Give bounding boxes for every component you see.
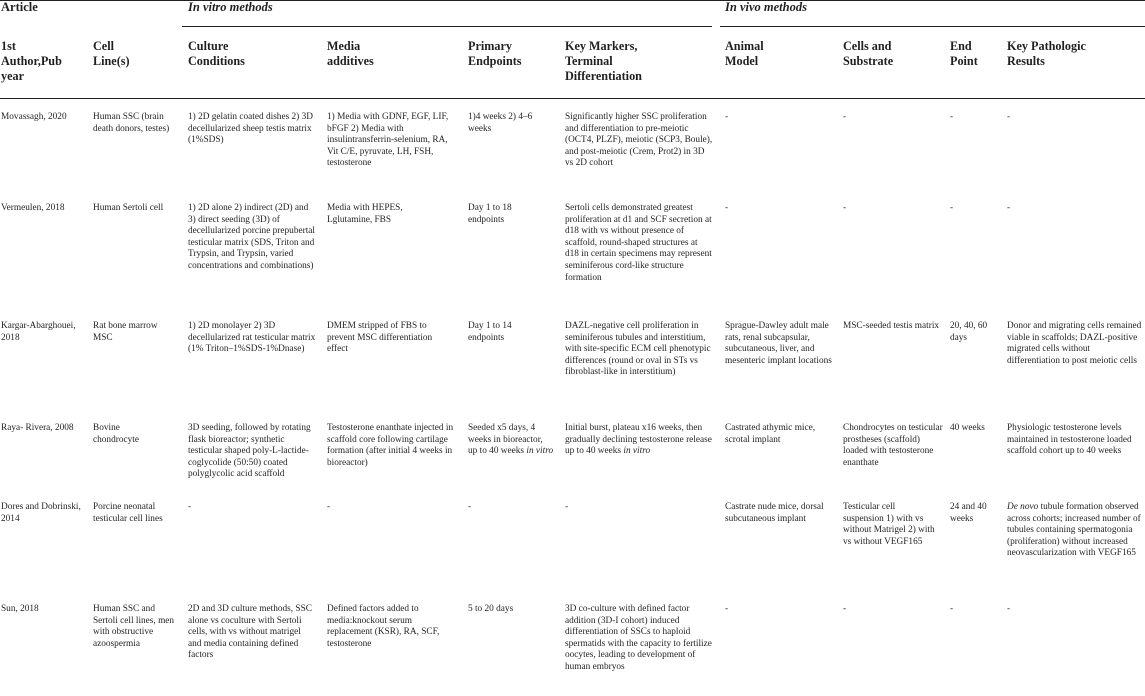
cell-endpoints: Day 1 to 18 endpoints [468, 203, 512, 225]
col-header-author: 1st Author,Pub year [1, 39, 62, 83]
endpoints-italic: in vitro [526, 446, 554, 457]
top-rule [0, 0, 1145, 1]
group-article: Article [1, 0, 38, 14]
cell-animal: - [725, 604, 729, 614]
cell-endpoints [468, 423, 554, 458]
cell-results: - [1007, 604, 1011, 614]
cell-culture: 2D and 3D culture methods, SSC alone vs coculture with Sertoli cells, with vs without matrigel and media containing defined factors [188, 604, 312, 661]
cell-end-point: 24 and 40 weeks [950, 502, 987, 524]
cell-cell-line: Rat bone marrow MSC [93, 321, 158, 343]
cell-markers: - [565, 502, 569, 512]
cell-markers: 3D co-culture with defined factor addition (3D-I cohort) induced differentiation of SSCs to haploid spermatids with the capacity to fertilize oocytes, leading to development of human embryos [565, 604, 712, 672]
cell-author: Sun, 2018 [1, 604, 39, 614]
col-header-cell-line: Cell Line(s) [93, 39, 130, 68]
cell-author: Dores and Dobrinski, 2014 [1, 502, 81, 524]
cell-animal: - [725, 112, 729, 122]
group-in-vitro: In vitro methods [188, 0, 273, 14]
endpoints-text: Seeded x5 days, 4 weeks in bioreactor, up to 40 weeks [468, 423, 543, 457]
markers-text: Initial burst, plateau x16 weeks, then gradually declining testosterone release up to 40 weeks [565, 423, 712, 457]
header-rule [0, 98, 1145, 99]
results-text: tubule formation observed across cohorts; increased number of tubules containing spermatogonia (proliferation) without increased neovascularization with VEGF165 [1007, 502, 1141, 559]
cell-markers: Sertoli cells demonstrated greatest proliferation at d1 and SCF secretion at d18 with vs without presence of scaffold, round-shaped structures at d18 in certain specimens may represent seminiferous cord-like structure formation [565, 203, 712, 283]
cell-animal: Castrate nude mice, dorsal subcutaneous implant [725, 502, 824, 524]
col-header-animal: Animal Model [725, 39, 764, 68]
col-header-substrate: Cells and Substrate [843, 39, 894, 68]
cell-culture: - [188, 502, 192, 512]
cell-media: Defined factors added to media:knockout serum replacement (KSR), RA, SCF, testosterone [327, 604, 440, 649]
cell-animal: - [725, 203, 729, 213]
cell-substrate: - [843, 604, 847, 614]
col-header-markers: Key Markers, Terminal Differentiation [565, 39, 642, 83]
cell-cell-line: Human SSC (brain death donors, testes) [93, 112, 170, 134]
cell-culture: 1) 2D alone 2) indirect (2D) and 3) direct seeding (3D) of decellularized porcine prepubertal testicular matrix (SDS, Triton and Trypsin, and Trypsin, varied concentrations and combinations) [188, 203, 315, 271]
cell-media: - [327, 502, 331, 512]
cell-media: 1) Media with GDNF, EGF, LIF, bFGF 2) Media with insulintransferrin-selenium, RA, Vit C/E, pyruvate, LH, FSH, testosterone [327, 112, 449, 169]
cell-author: Kargar-Abarghouei, 2018 [1, 321, 76, 343]
cell-cell-line: Human Sertoli cell [93, 203, 164, 213]
cell-end-point: - [950, 203, 954, 213]
group-underline-in-vitro [182, 26, 712, 27]
cell-endpoints: 5 to 20 days [468, 604, 514, 614]
col-header-end-point: End Point [950, 39, 978, 68]
cell-cell-line: Porcine neonatal testicular cell lines [93, 502, 163, 524]
cell-author: Movassagh, 2020 [1, 112, 67, 122]
results-italic: De novo [1007, 502, 1039, 512]
col-header-endpoints: Primary Endpoints [468, 39, 522, 68]
cell-animal: Castrated athymic mice, scrotal implant [725, 423, 816, 445]
cell-cell-line: Human SSC and Sertoli cell lines, men with obstructive azoospermia [93, 604, 175, 649]
cell-end-point: - [950, 604, 954, 614]
cell-results: Donor and migrating cells remained viable in scaffolds; DAZL-positive migrated cells without differentiation to post meiotic cells [1007, 321, 1142, 366]
cell-media: Media with HEPES, Lglutamine, FBS [327, 203, 403, 225]
cell-endpoints: - [468, 502, 472, 512]
cell-endpoints: 1)4 weeks 2) 4–6 weeks [468, 112, 533, 134]
cell-results [1007, 502, 1143, 560]
col-header-results: Key Pathologic Results [1007, 39, 1086, 68]
cell-markers [565, 423, 715, 458]
cell-media: Testosterone enanthate injected in scaffold core following cartilage formation (after initial 4 weeks in bioreactor) [327, 423, 454, 468]
cell-endpoints: Day 1 to 14 endpoints [468, 321, 512, 343]
cell-markers: DAZL-negative cell proliferation in seminiferous tubules and interstitium, with site-specific ECM cell phenotypic differences (round or oval in STs vs fibroblast-like in interstitium) [565, 321, 711, 378]
cell-culture: 1) 2D gelatin coated dishes 2) 3D decellularized sheep testis matrix (1%SDS) [188, 112, 313, 146]
cell-cell-line: Bovine chondrocyte [93, 423, 139, 445]
cell-culture: 3D seeding, followed by rotating flask bioreactor; synthetic testicular shaped poly-L-lactide-coglycolide (50:50) coated polyglycolic acid scaffold [188, 423, 311, 480]
cell-media: DMEM stripped of FBS to prevent MSC differentiation effect [327, 321, 433, 355]
cell-substrate: Testicular cell suspension 1) with vs without Matrigel 2) with vs without VEGF165 [843, 502, 935, 547]
cell-end-point: 20, 40, 60 days [950, 321, 988, 343]
cell-author: Raya- Rivera, 2008 [1, 423, 74, 433]
cell-markers: Significantly higher SSC proliferation and differentiation to pre-meiotic (OCT4, PLZF), meiotic (SCP3, Boule), and post-meiotic (Crem, Prot2) in 3D vs 2D cohort [565, 112, 713, 169]
cell-results: - [1007, 203, 1011, 213]
cell-substrate: - [843, 112, 847, 122]
markers-italic: in vitro [623, 446, 651, 457]
cell-end-point: 40 weeks [950, 423, 985, 433]
col-header-media: Media additives [327, 39, 374, 68]
col-header-culture: Culture Conditions [188, 39, 245, 68]
cell-substrate: Chondrocytes on testicular prostheses (scaffold) loaded with testosterone enanthate [843, 423, 943, 468]
cell-culture: 1) 2D monolayer 2) 3D decellularized rat testicular matrix (1% Triton–1%SDS-1%Dnase) [188, 321, 316, 355]
cell-substrate: MSC-seeded testis matrix [843, 321, 940, 331]
cell-animal: Sprague-Dawley adult male rats, renal subcapsular, subcutaneous, liver, and mesenteric implant locations [725, 321, 832, 366]
cell-results: Physiologic testosterone levels maintained in testosterone loaded scaffold cohort up to 40 weeks [1007, 423, 1132, 457]
group-in-vivo: In vivo methods [725, 0, 807, 14]
cell-results: - [1007, 112, 1011, 122]
cell-author: Vermeulen, 2018 [1, 203, 65, 213]
cell-substrate: - [843, 203, 847, 213]
group-underline-in-vivo [720, 26, 1145, 27]
cell-end-point: - [950, 112, 954, 122]
